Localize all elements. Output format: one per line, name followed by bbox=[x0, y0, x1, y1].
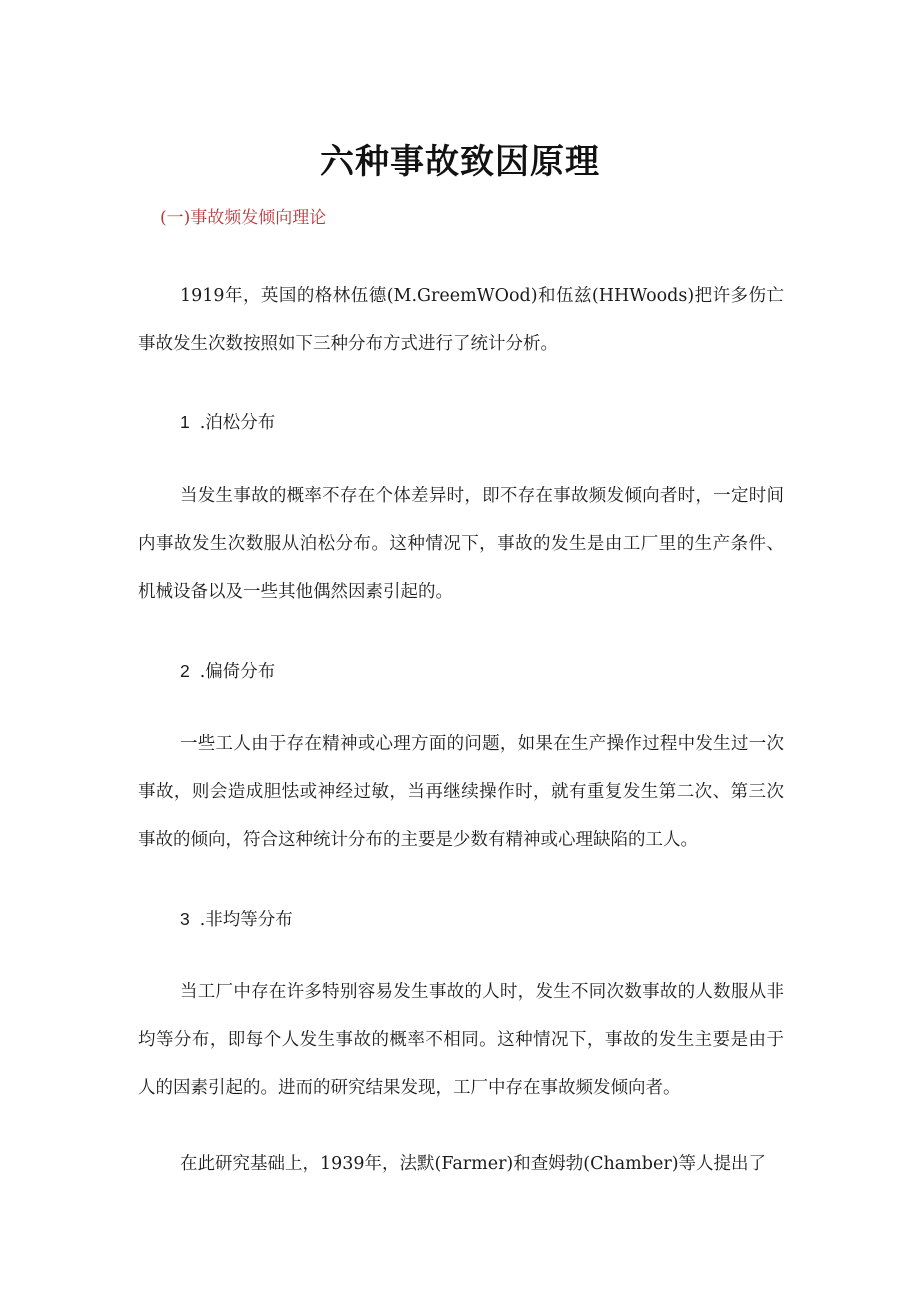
item-label: .泊松分布 bbox=[199, 413, 276, 433]
item-label: .偏倚分布 bbox=[199, 662, 276, 682]
item-number: 2 bbox=[180, 661, 190, 681]
item-heading-poisson bbox=[180, 409, 275, 434]
item-number: 3 bbox=[180, 909, 190, 929]
item-heading-biased bbox=[180, 658, 275, 683]
paragraph-biased: 一些工人由于存在精神或心理方面的问题，如果在生产操作过程中发生过一次事故，则会造成胆怯或神经过敏，当再继续操作时，就有重复发生第二次、第三次事故的倾向，符合这种统计分布的主要是少数有精神或心理缺陷的工人。 bbox=[138, 734, 784, 850]
section-heading: (一)事故频发倾向理论 bbox=[160, 208, 327, 228]
item-label: .非均等分布 bbox=[199, 910, 293, 930]
item-heading-unequal bbox=[180, 906, 293, 931]
item-number: 1 bbox=[180, 412, 190, 432]
paragraph-intro: 1919年，英国的格林伍德(M.GreemWOod)和伍兹(HHWoods)把许多伤亡事故发生次数按照如下三种分布方式进行了统计分析。 bbox=[138, 286, 784, 354]
paragraph-continuation: 在此研究基础上，1939年，法默(Farmer)和查姆勃(Chamber)等人提出了 bbox=[180, 1154, 767, 1174]
document-title: 六种事故致因原理 bbox=[320, 142, 600, 182]
paragraph-poisson: 当发生事故的概率不存在个体差异时，即不存在事故频发倾向者时，一定时间内事故发生次数服从泊松分布。这种情况下，事故的发生是由工厂里的生产条件、机械设备以及一些其他偶然因素引起的。 bbox=[138, 486, 784, 602]
paragraph-unequal: 当工厂中存在许多特别容易发生事故的人时，发生不同次数事故的人数服从非均等分布，即每个人发生事故的概率不相同。这种情况下，事故的发生主要是由于人的因素引起的。进而的研究结果发现，工厂中存在事故频发倾向者。 bbox=[138, 982, 784, 1098]
